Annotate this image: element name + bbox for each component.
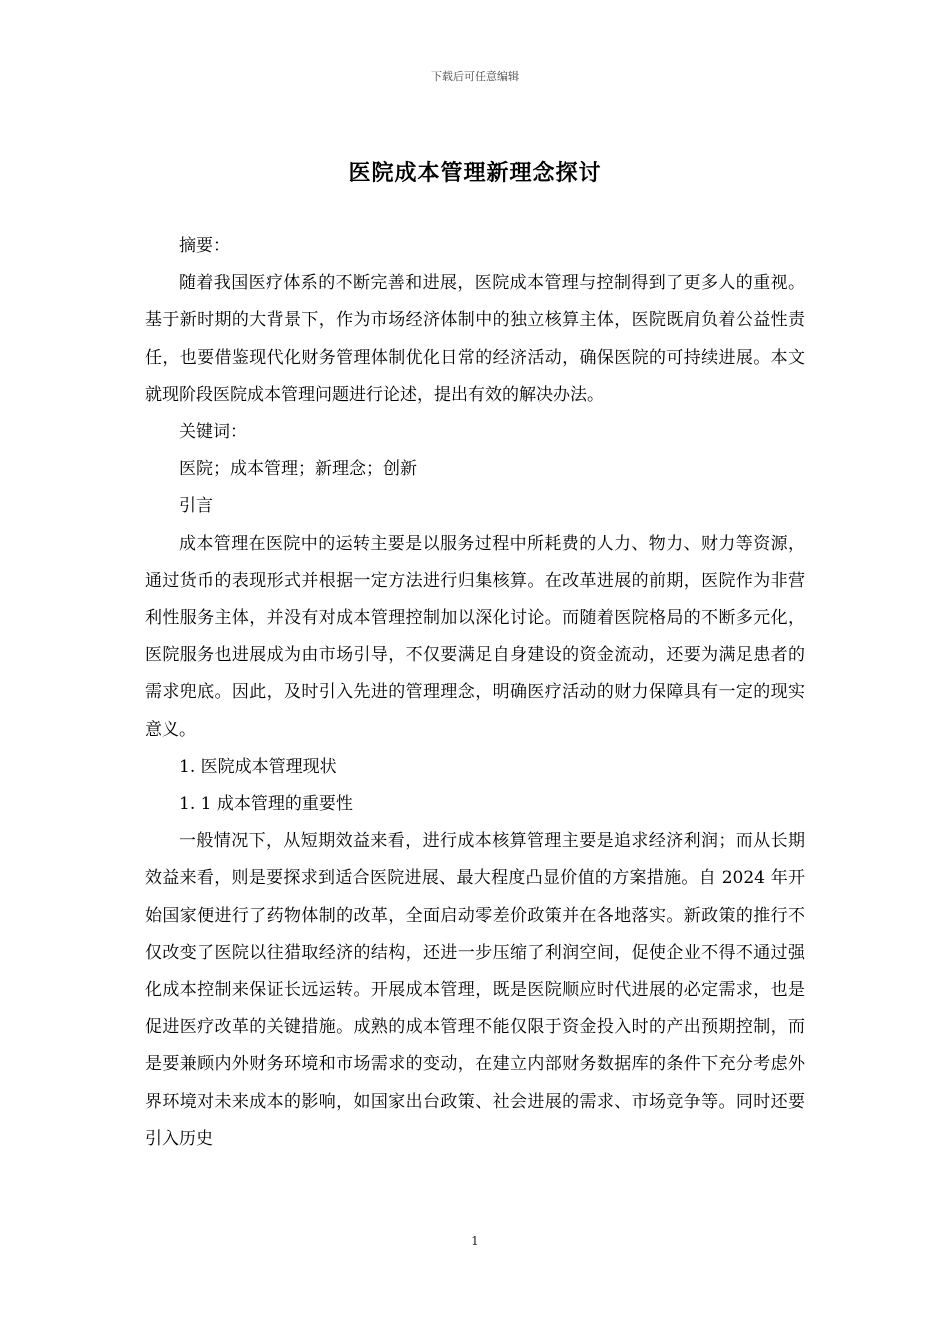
header-note: 下载后可任意编辑 [431,70,519,83]
body-text [145,228,805,1158]
section-1-heading: 1. 医院成本管理现状 [179,756,337,777]
page-number: 1 [471,1234,479,1248]
abstract-paragraph: 随着我国医疗体系的不断完善和进展，医院成本管理与控制得到了更多人的重视。基于新时期的大背景下，作为市场经济体制中的独立核算主体，医院既肩负着公益性责任，也要借鉴现代化财务管理体制优化日常的经济活动，确保医院的可持续进展。本文就现阶段医院成本管理问题进行论述，提出有效的解决办法。 [145,273,805,405]
introduction-heading: 引言 [179,496,213,517]
keywords-list: 医院；成本管理；新理念；创新 [179,459,417,480]
section-1-1-heading: 1. 1 成本管理的重要性 [179,794,353,815]
section-1-1-paragraph: 一般情况下，从短期效益来看，进行成本核算管理主要是追求经济利润；而从长期效益来看，则是要探求到适合医院进展、最大程度凸显价值的方案措施。自 2024 年开始国家便进行了药物体制的改革，全面启动零差价政策并在各地落实。新政策的推行不仅改变了医院以往猎取经济的结构，还进一步压缩了利润空间，促使企业不得不通过强化成本控制来保证长远运转。开展成本管理，既是医院顺应时代进展的必定需求，也是促进医疗改革的关键措施。成熟的成本管理不能仅限于资金投入时的产出预期控制，而是要兼顾内外财务环境和市场需求的变动，在建立内部财务数据库的条件下充分考虑外界环境对未来成本的影响，如国家出台政策、社会进展的需求、市场竞争等。同时还要引入历史 [145,831,805,1149]
abstract-heading: 摘要： [179,236,230,256]
keywords-heading: 关键词： [179,422,247,443]
introduction-paragraph: 成本管理在医院中的运转主要是以服务过程中所耗费的人力、物力、财力等资源，通过货币的表现形式并根据一定方法进行归集核算。在改革进展的前期，医院作为非营利性服务主体，并没有对成本管理控制加以深化讨论。而随着医院格局的不断多元化，医院服务也进展成为由市场引导，不仅要满足自身建设的资金流动，还要为满足患者的需求兜底。因此，及时引入先进的管理理念，明确医疗活动的财力保障具有一定的现实意义。 [145,533,805,740]
document-title: 医院成本管理新理念探讨 [348,160,602,186]
